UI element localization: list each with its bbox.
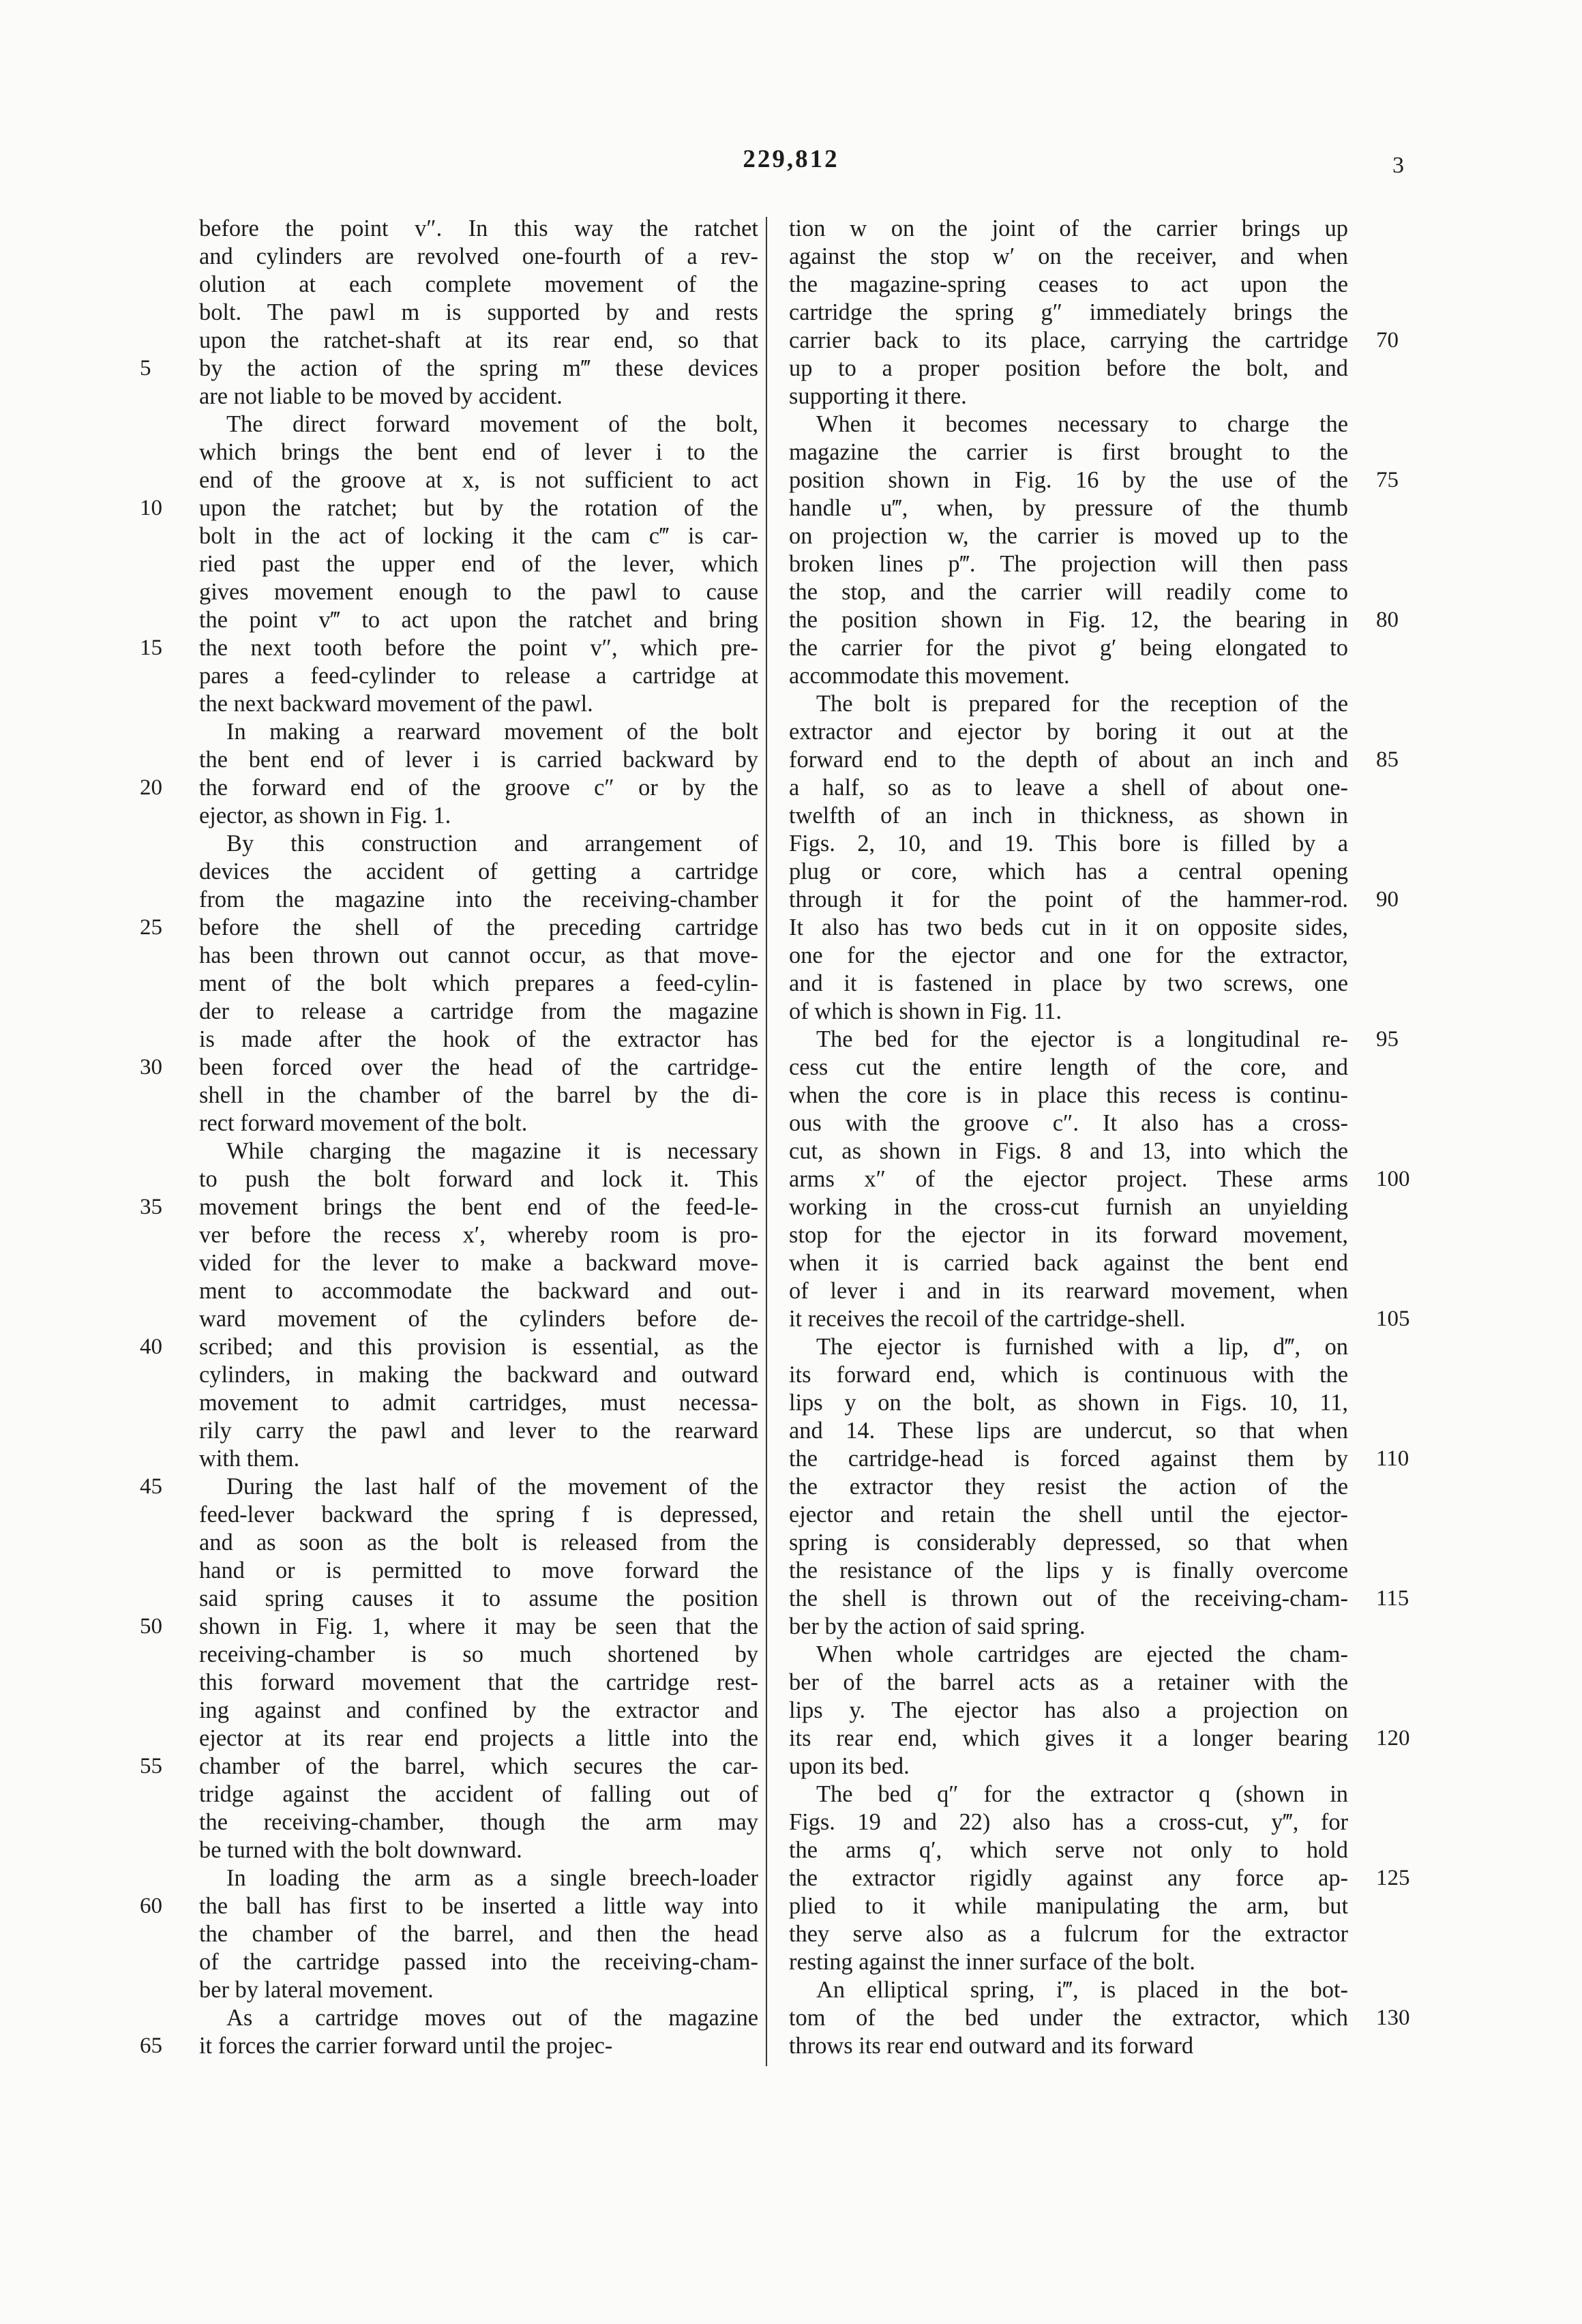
margin-line-number: 85 [1376,747,1399,772]
text-line: accommodate this movement. [789,663,1070,689]
right-text-column [789,215,1348,2060]
text-line: cartridge the spring g″ immediately brings the [789,299,1348,325]
text-line: ejector at its rear end projects a little into the [199,1725,758,1751]
margin-line-number: 120 [1376,1726,1410,1751]
margin-line-number: 15 [140,636,162,660]
text-line: when it is carried back against the bent end [789,1250,1348,1276]
text-line: bolt. The pawl m is supported by and rests [199,299,758,325]
margin-line-number: 40 [140,1335,162,1359]
margin-line-number: 30 [140,1055,162,1079]
margin-line-number: 35 [140,1195,162,1219]
text-line: ejector, as shown in Fig. 1. [199,803,451,829]
margin-line-number: 110 [1376,1446,1409,1471]
text-line: ver before the recess x′, whereby room is pro- [199,1222,758,1248]
text-line: pares a feed-cylinder to release a cartridge at [199,663,758,689]
text-line: a half, so as to leave a shell of about one- [789,775,1348,801]
text-line: receiving-chamber is so much shortened by [199,1641,758,1667]
margin-line-number: 100 [1376,1167,1410,1191]
text-line: It also has two beds cut in it on opposite sides, [789,914,1348,940]
text-line: the position shown in Fig. 12, the bearing in [789,607,1348,633]
text-line: When it becomes necessary to charge the [816,411,1348,437]
text-line: The direct forward movement of the bolt, [226,411,758,437]
text-line: through it for the point of the hammer-rod. [789,887,1348,912]
text-line: its rear end, which gives it a longer bearing [789,1725,1348,1751]
text-line: the resistance of the lips y is finally overcome [789,1558,1348,1583]
text-line: stop for the ejector in its forward movement, [789,1222,1348,1248]
text-line: forward end to the depth of about an inch and [789,747,1348,773]
text-line: and 14. These lips are undercut, so that when [789,1418,1348,1444]
text-line: the bent end of lever i is carried backward by [199,747,758,773]
text-line: by the action of the spring m‴ these devices [199,355,758,381]
text-line: Figs. 2, 10, and 19. This bore is filled by a [789,831,1348,856]
text-line: When whole cartridges are ejected the cham- [816,1641,1348,1667]
text-line: to push the bolt forward and lock it. This [199,1166,758,1192]
text-line: chamber of the barrel, which secures the car- [199,1753,758,1779]
text-line: ber by the action of said spring. [789,1613,1086,1639]
text-line: twelfth of an inch in thickness, as shown in [789,803,1348,829]
text-line: The bed for the ejector is a longitudinal re- [816,1026,1348,1052]
text-line: the ball has first to be inserted a little way into [199,1893,758,1919]
text-line: with them. [199,1446,300,1472]
text-line: of the cartridge passed into the receiving-cham- [199,1949,758,1975]
text-line: In loading the arm as a single breech-loader [226,1865,758,1891]
text-line: upon the ratchet; but by the rotation of the [199,495,758,521]
text-line: and cylinders are revolved one-fourth of a rev- [199,243,758,269]
text-line: the shell is thrown out of the receiving-cham- [789,1585,1348,1611]
margin-line-number: 70 [1376,328,1399,353]
text-line: tom of the bed under the extractor, which [789,2005,1348,2031]
text-line: from the magazine into the receiving-chamber [199,887,758,912]
text-line: the arms q′, which serve not only to hold [789,1837,1348,1863]
text-line: the forward end of the groove c″ or by the [199,775,758,801]
text-line: on projection w, the carrier is moved up to the [789,523,1348,549]
text-line: and as soon as the bolt is released from the [199,1530,758,1555]
text-line: the point v‴ to act upon the ratchet and bring [199,607,758,633]
text-line: carrier back to its place, carrying the cartridge [789,327,1348,353]
text-line: The bed q″ for the extractor q (shown in [816,1781,1348,1807]
text-line: which brings the bent end of lever i to the [199,439,758,465]
patent-number: 229,812 [743,145,839,173]
text-line: the carrier for the pivot g′ being elongated to [789,635,1348,661]
margin-line-number: 80 [1376,608,1399,632]
margin-line-number: 75 [1376,468,1399,492]
text-line: before the point v″. In this way the ratchet [199,215,758,241]
text-line: shown in Fig. 1, where it may be seen that the [199,1613,758,1639]
text-line: hand or is permitted to move forward the [199,1558,758,1583]
text-line: the cartridge-head is forced against them by [789,1446,1348,1472]
text-line: vided for the lever to make a backward move- [199,1250,758,1276]
text-line: While charging the magazine it is necessary [226,1138,758,1164]
text-line: ous with the groove c″. It also has a cross- [789,1110,1348,1136]
text-line: handle u‴, when, by pressure of the thumb [789,495,1348,521]
text-line: tridge against the accident of falling out of [199,1781,758,1807]
text-line: rily carry the pawl and lever to the rearward [199,1418,758,1444]
text-line: The bolt is prepared for the reception of the [816,691,1348,717]
text-line: magazine the carrier is first brought to the [789,439,1348,465]
margin-line-number: 60 [140,1894,162,1918]
text-line: and it is fastened in place by two screws, one [789,970,1348,996]
text-line: movement brings the bent end of the feed-le- [199,1194,758,1220]
text-line: During the last half of the movement of the [226,1474,758,1500]
text-line: its forward end, which is continuous with the [789,1362,1348,1388]
text-line: resting against the inner surface of the bolt. [789,1949,1195,1975]
text-line: the stop, and the carrier will readily come to [789,579,1348,605]
margin-line-number: 10 [140,496,162,520]
text-line: the next backward movement of the pawl. [199,691,593,717]
margin-line-number: 130 [1376,2006,1410,2030]
text-line: end of the groove at x, is not sufficient to act [199,467,758,493]
text-line: upon the ratchet-shaft at its rear end, so that [199,327,758,353]
text-line: been forced over the head of the cartridge- [199,1054,758,1080]
column-divider [766,217,767,2066]
margin-line-number: 65 [140,2034,162,2058]
margin-line-number: 90 [1376,887,1399,912]
text-line: shell in the chamber of the barrel by the di- [199,1082,758,1108]
text-line: lips y on the bolt, as shown in Figs. 10, 11, [789,1390,1348,1416]
text-line: broken lines p‴. The projection will then pass [789,551,1348,577]
text-line: In making a rearward movement of the bolt [226,719,758,745]
text-line: it receives the recoil of the cartridge-shell. [789,1306,1186,1332]
text-line: before the shell of the preceding cartridge [199,914,758,940]
text-line: cess cut the entire length of the core, and [789,1054,1348,1080]
text-line: upon its bed. [789,1753,910,1779]
text-line: ried past the upper end of the lever, which [199,551,758,577]
text-line: scribed; and this provision is essential, as the [199,1334,758,1360]
text-line: ejector and retain the shell until the ejector- [789,1502,1348,1528]
text-line: of lever i and in its rearward movement, when [789,1278,1348,1304]
text-line: arms x″ of the ejector project. These arms [789,1166,1348,1192]
margin-line-number: 125 [1376,1866,1410,1890]
text-line: the chamber of the barrel, and then the head [199,1921,758,1947]
text-line: tion w on the joint of the carrier brings up [789,215,1348,241]
margin-line-number: 115 [1376,1586,1409,1611]
text-line: By this construction and arrangement of [226,831,758,856]
text-line: has been thrown out cannot occur, as that move- [199,942,758,968]
text-line: cut, as shown in Figs. 8 and 13, into which the [789,1138,1348,1164]
text-line: lips y. The ejector has also a projection on [789,1697,1348,1723]
text-line: As a cartridge moves out of the magazine [226,2005,758,2031]
text-line: ber by lateral movement. [199,1977,434,2003]
text-line: when the core is in place this recess is continu- [789,1082,1348,1108]
text-line: are not liable to be moved by accident. [199,383,563,409]
text-line: ment of the bolt which prepares a feed-cylin- [199,970,758,996]
margin-line-number: 105 [1376,1307,1410,1331]
text-line: movement to admit cartridges, must necessa- [199,1390,758,1416]
text-line: working in the cross-cut furnish an unyielding [789,1194,1348,1220]
text-line: this forward movement that the cartridge rest- [199,1669,758,1695]
text-line: position shown in Fig. 16 by the use of the [789,467,1348,493]
text-line: ber of the barrel acts as a retainer with the [789,1669,1348,1695]
text-line: it forces the carrier forward until the projec- [199,2033,613,2059]
text-line: plied to it while manipulating the arm, but [789,1893,1348,1919]
text-line: the next tooth before the point v″, which pre- [199,635,758,661]
text-line: the extractor they resist the action of the [789,1474,1348,1500]
text-line: der to release a cartridge from the magazine [199,998,758,1024]
text-line: An elliptical spring, i‴, is placed in the bot- [816,1977,1348,2003]
margin-line-number: 25 [140,915,162,940]
margin-line-number: 50 [140,1614,162,1639]
text-line: up to a proper position before the bolt, and [789,355,1348,381]
text-line: they serve also as a fulcrum for the extractor [789,1921,1348,1947]
text-line: devices the accident of getting a cartridge [199,859,758,884]
text-line: is made after the hook of the extractor has [199,1026,758,1052]
text-line: ward movement of the cylinders before de- [199,1306,758,1332]
left-text-column [199,215,758,2060]
text-line: the extractor rigidly against any force ap- [789,1865,1348,1891]
margin-line-number: 55 [140,1754,162,1778]
margin-line-number: 5 [140,356,151,381]
text-line: throws its rear end outward and its forward [789,2033,1194,2059]
text-line: against the stop w′ on the receiver, and when [789,243,1348,269]
text-line: rect forward movement of the bolt. [199,1110,528,1136]
margin-line-number: 20 [140,775,162,800]
text-line: extractor and ejector by boring it out at the [789,719,1348,745]
text-line: plug or core, which has a central opening [789,859,1348,884]
text-line: feed-lever backward the spring f is depressed, [199,1502,758,1528]
text-line: gives movement enough to the pawl to cause [199,579,758,605]
text-line: the receiving-chamber, though the arm may [199,1809,758,1835]
text-line: supporting it there. [789,383,967,409]
text-line: cylinders, in making the backward and outward [199,1362,758,1388]
text-line: The ejector is furnished with a lip, d‴, on [816,1334,1348,1360]
margin-line-number: 95 [1376,1027,1399,1052]
margin-line-number: 45 [140,1474,162,1499]
text-line: one for the ejector and one for the extractor, [789,942,1348,968]
text-line: spring is considerably depressed, so that when [789,1530,1348,1555]
page-number: 3 [1392,153,1404,178]
text-line: be turned with the bolt downward. [199,1837,522,1863]
text-line: olution at each complete movement of the [199,271,758,297]
text-line: ment to accommodate the backward and out- [199,1278,758,1304]
text-line: Figs. 19 and 22) also has a cross-cut, y‴, for [789,1809,1348,1835]
text-line: bolt in the act of locking it the cam c‴ is car- [199,523,758,549]
text-line: said spring causes it to assume the position [199,1585,758,1611]
text-line: of which is shown in Fig. 11. [789,998,1062,1024]
text-line: ing against and confined by the extractor and [199,1697,758,1723]
text-line: the magazine-spring ceases to act upon the [789,271,1348,297]
